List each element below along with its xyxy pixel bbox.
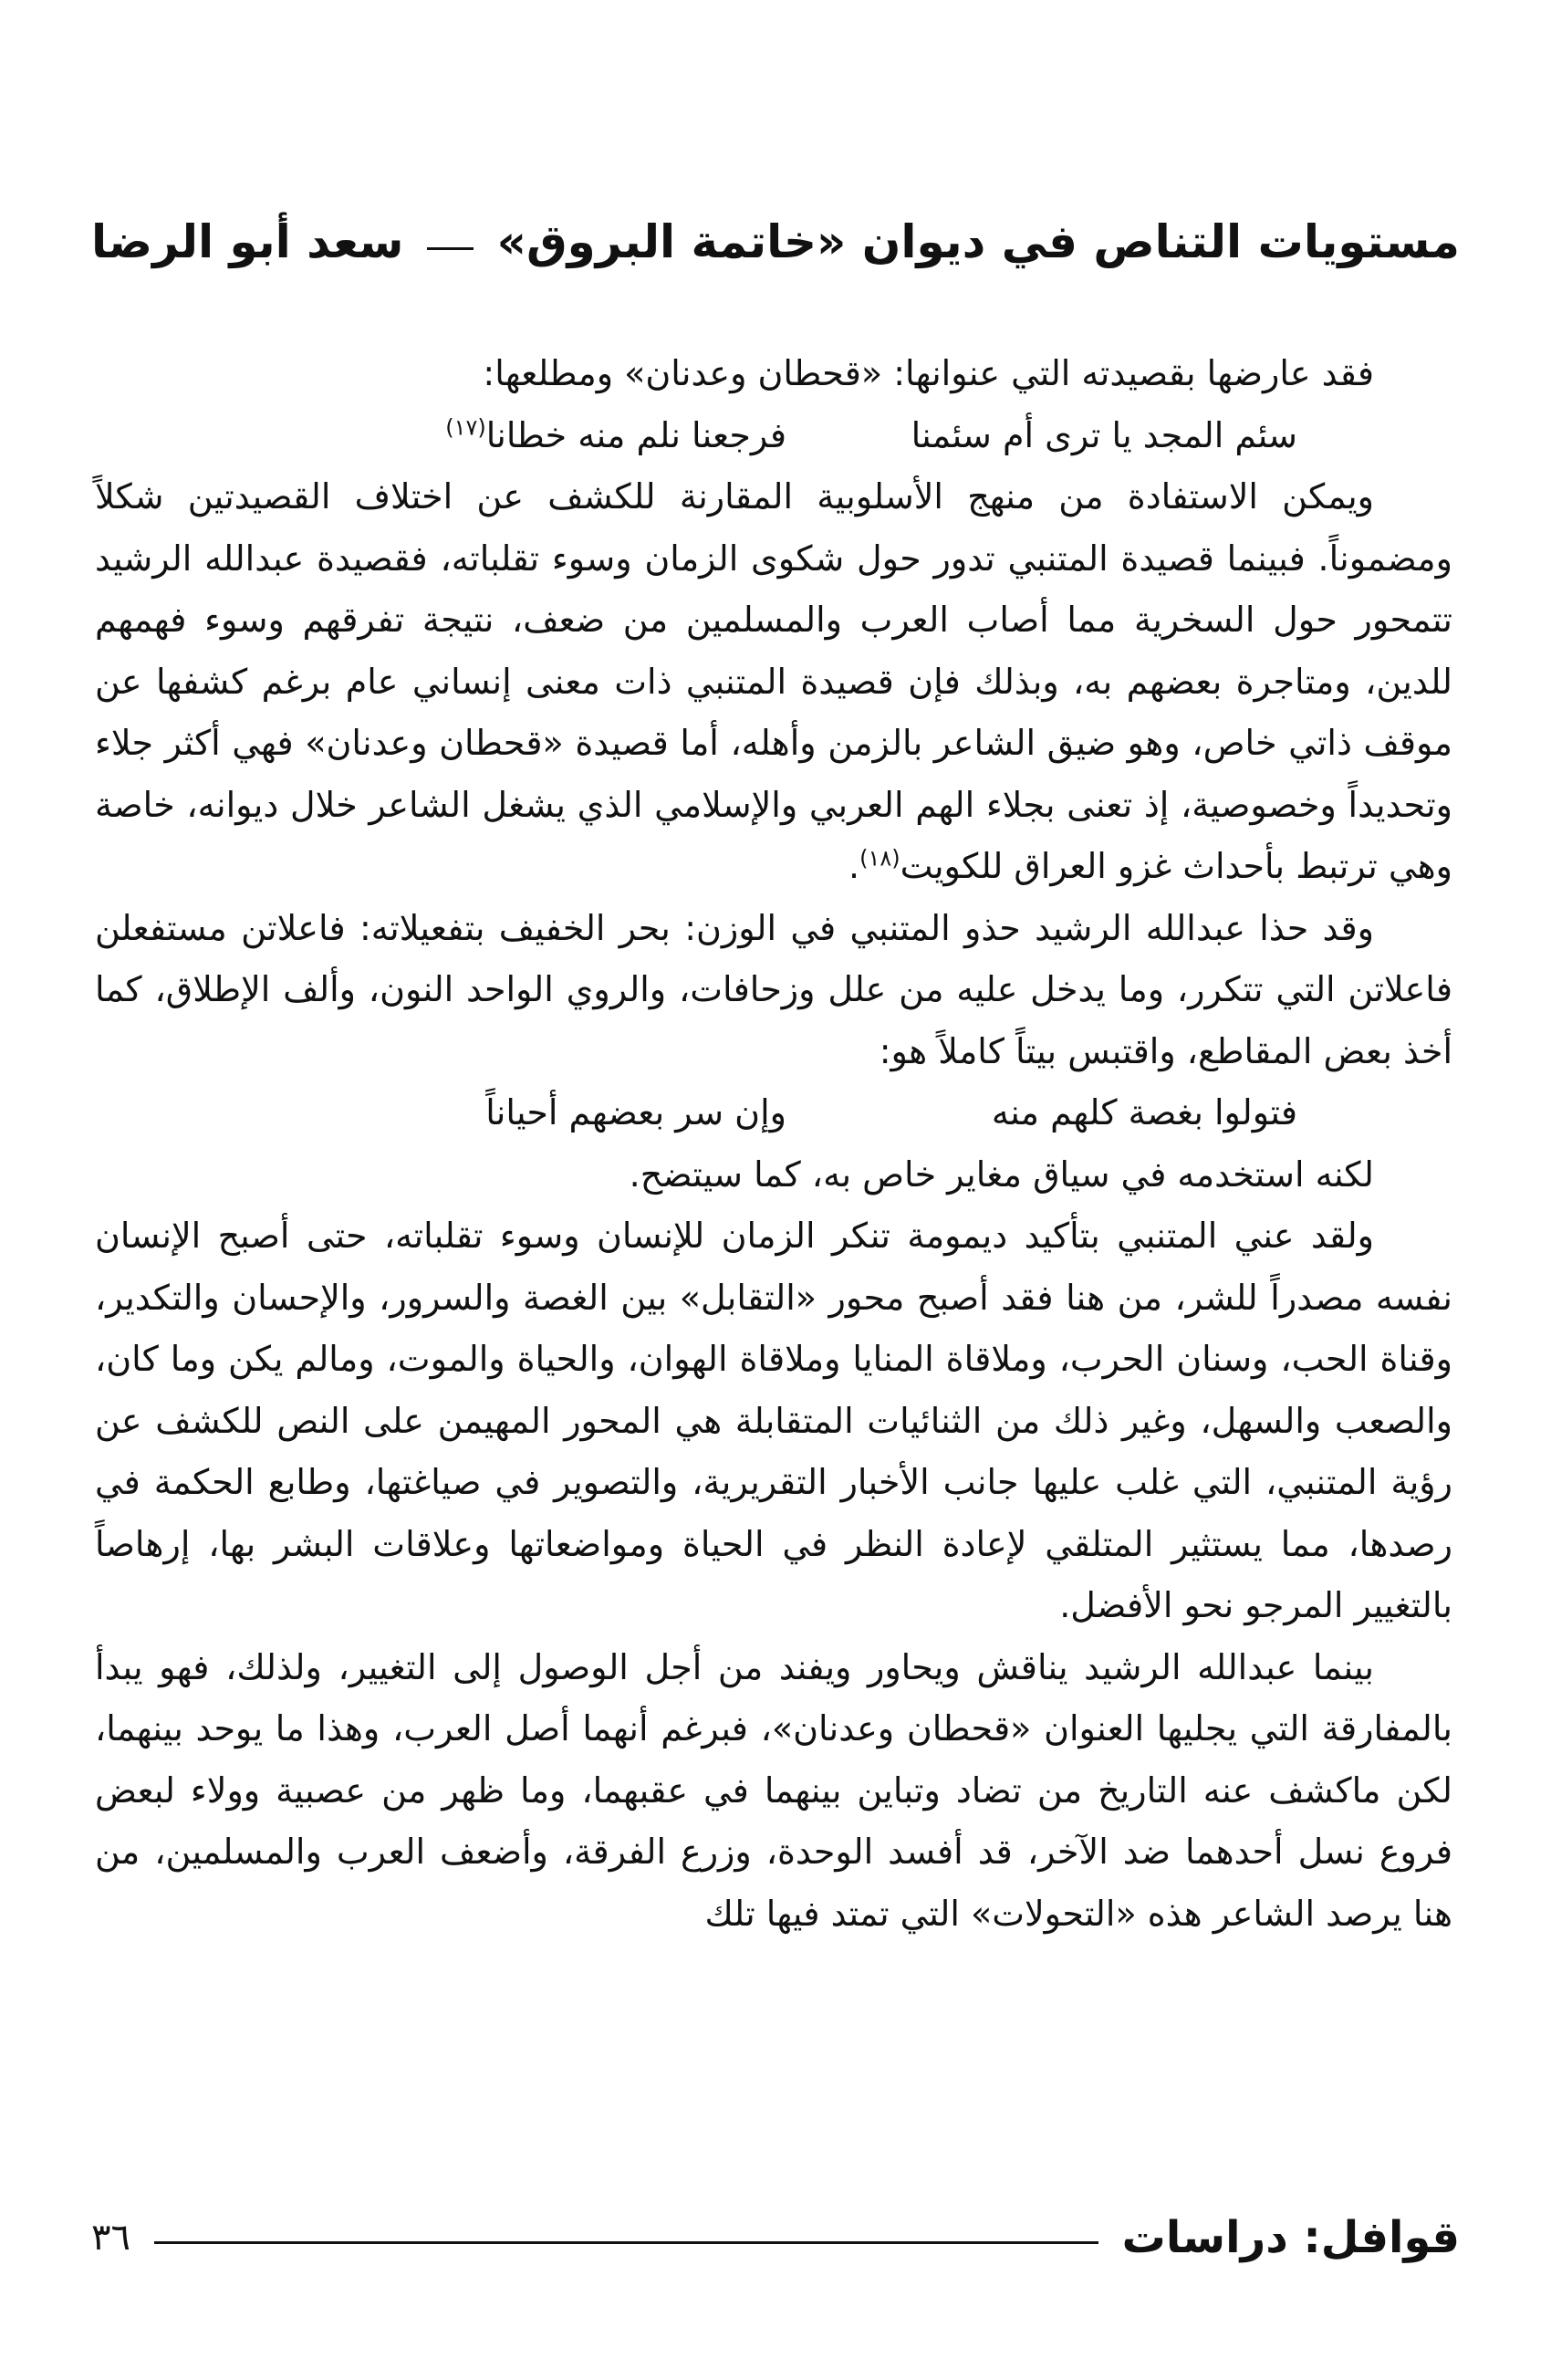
journal-name: قوافل: دراسات bbox=[1121, 2212, 1460, 2263]
intro-line: فقد عارضها بقصيدته التي عنوانها: «قحطان وعدنان» ومطلعها: bbox=[483, 353, 1374, 393]
paragraph-1-text: ويمكن الاستفادة من منهج الأسلوبية المقارنة للكشف عن اختلاف القصيدتين شكلاً ومضموناً. فبينما قصيدة المتنبي تدور حول شكوى الزمان وسوء تقلباته، فقصيدة عبدالله الرشيد تتمحور حول السخرية مما أصاب العرب والمسلمين من ضعف، نتيجة تفرقهم وسوء فهمهم للدين، ومتاجرة بعضهم به، وبذلك فإن قصيدة المتنبي ذات معنى إنساني عام برغم كشفها عن موقف ذاتي خاص، وهو ضيق الشاعر بالزمن وأهله، أما قصيدة «قحطان وعدنان» فهي أكثر جلاء وتحديداً وخصوصية، إذ تعنى بجلاء الهم العربي والإسلامي الذي يشغل الشاعر خلال ديوانه، خاصة وهي ترتبط بأحداث غزو العراق للكويت bbox=[95, 476, 1452, 886]
verse-line-2 bbox=[95, 1082, 1452, 1144]
verse-line-1 bbox=[95, 405, 1452, 467]
page-number: ٣٦ bbox=[91, 2217, 130, 2259]
page-footer bbox=[91, 2201, 1460, 2274]
verse-2-first-hemistich: فتولوا بغصة كلهم منه bbox=[991, 1092, 1297, 1133]
paragraph-5: بينما عبدالله الرشيد يناقش ويحاور ويفند من أجل الوصول إلى التغيير، ولذلك، فهو يبدأ بالمفارقة التي يجليها العنوان «قحطان وعدنان»، فبرغم أنهما أصل العرب، وهذا ما يوحد بينهما، لكن ماكشف عنه التاريخ من تضاد وتباين بينهما في عقبهما، وما ظهر من عصبية وولاء لبعض فروع نسل أحدهما ضد الآخر، قد أفسد الوحدة، وزرع الفرقة، وأضعف العرب والمسلمين، من هنا يرصد الشاعر هذه «التحولات» التي تمتد فيها تلك bbox=[95, 1646, 1452, 1934]
body-text bbox=[95, 343, 1452, 1945]
article-title: مستويات التناص في ديوان «خاتمة البروق» bbox=[496, 215, 1460, 268]
verse-2-second-hemistich: وإن سر بعضهم أحياناً bbox=[485, 1092, 786, 1133]
verse-1-first-hemistich: سئم المجد يا ترى أم سئمنا bbox=[911, 414, 1297, 455]
verse-1-second-text: فرجعنا نلم منه خطانا bbox=[485, 414, 786, 455]
paragraph-4: ولقد عني المتنبي بتأكيد ديمومة تنكر الزمان للإنسان وسوء تقلباته، حتى أصبح الإنسان نفسه مصدراً للشر، من هنا فقد أصبح محور «التقابل» بين الغصة والسرور، والإحسان والتكدير، وقناة الحب، وسنان الحرب، وملاقاة المنايا وملاقاة الهوان، والحياة والموت، ومالم يكن وما كان، والصعب والسهل، وغير ذلك من الثنائيات المتقابلة هي المحور المهيمن على النص للكشف عن رؤية المتنبي، التي غلب عليها جانب الأخبار التقريرية، والتصوير في صياغتها، وطابع الحكمة في رصدها، مما يستثير المتلقي لإعادة النظر في الحياة ومواضعاتها وعلاقات البشر بها، إرهاصاً بالتغيير المرجو نحو الأفضل. bbox=[95, 1216, 1452, 1625]
footnote-ref-18: (١٨) bbox=[859, 845, 900, 872]
author-name: سعد أبو الرضا bbox=[91, 215, 404, 268]
paragraph-2: وقد حذا عبدالله الرشيد حذو المتنبي في الوزن: بحر الخفيف بتفعيلاته: فاعلاتن مستفعلن فاعلاتن التي تتكرر، وما يدخل عليه من علل وزحافات، والروي الواحد النون، وألف الإطلاق، كما أخذ بعض المقاطع، واقتبس بيتاً كاملاً هو: bbox=[95, 907, 1452, 1071]
footnote-ref-17: (١٧) bbox=[445, 413, 486, 440]
header-rule bbox=[427, 247, 473, 250]
footer-rule bbox=[154, 2241, 1098, 2244]
paragraph-3: لكنه استخدمه في سياق مغاير خاص به، كما سيتضح. bbox=[629, 1153, 1374, 1195]
verse-1-second-hemistich bbox=[445, 405, 786, 467]
paragraph-1: ويمكن الاستفادة من منهج الأسلوبية المقارنة للكشف عن اختلاف القصيدتين شكلاً ومضموناً. فبينما قصيدة المتنبي تدور حول شكوى الزمان وسوء تقلباته، فقصيدة عبدالله الرشيد تتمحور حول السخرية مما أصاب العرب والمسلمين من ضعف، نتيجة تفرقهم وسوء فهمهم للدين، ومتاجرة بعضهم به، وبذلك فإن قصيدة المتنبي ذات معنى إنساني عام برغم كشفها عن موقف ذاتي خاص، وهو ضيق الشاعر بالزمن وأهله، أما قصيدة «قحطان وعدنان» فهي أكثر جلاء وتحديداً وخصوصية، إذ تعنى بجلاء الهم العربي والإسلامي الذي يشغل الشاعر خلال ديوانه، خاصة وهي ترتبط بأحداث غزو العراق للكويت$^{(١٨)}$. bbox=[95, 476, 1452, 886]
running-header bbox=[91, 201, 1460, 283]
